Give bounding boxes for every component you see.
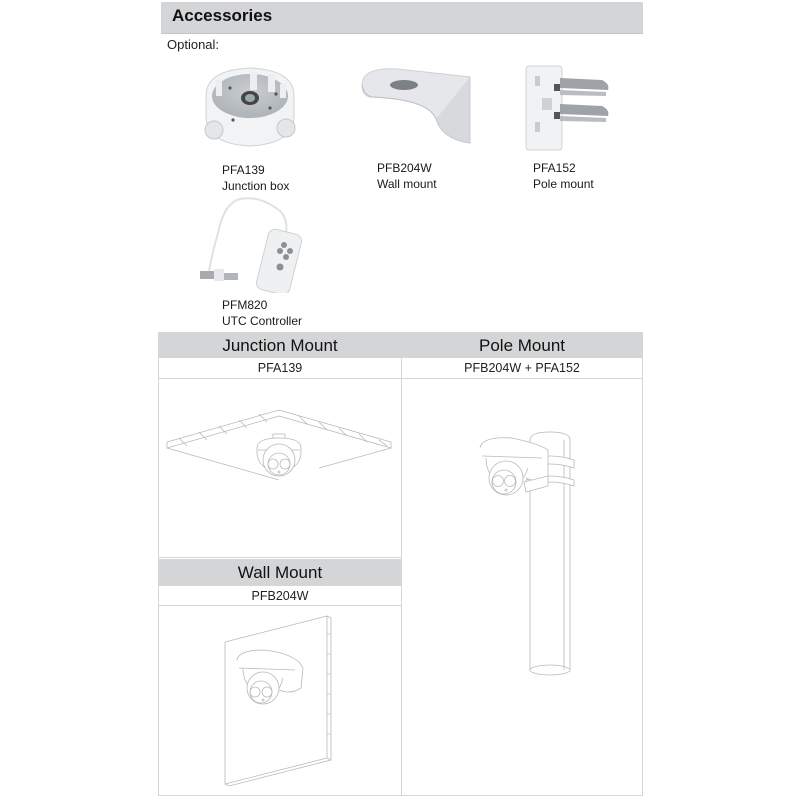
section-title: Accessories xyxy=(172,6,273,25)
wall-mount-bracket-image xyxy=(358,63,478,148)
accessory-model: PFM820 xyxy=(222,298,268,312)
wall-mount-header: Wall Mount xyxy=(159,559,401,586)
wall-mount-diagram xyxy=(159,606,401,796)
utc-controller-image xyxy=(200,193,310,293)
accessory-label-pfb204w xyxy=(377,160,437,192)
pole-mount-part: PFB204W + PFA152 xyxy=(402,358,642,379)
optional-label: Optional: xyxy=(167,37,220,52)
wall-mount-part: PFB204W xyxy=(159,586,401,606)
accessory-model: PFA152 xyxy=(533,161,576,175)
table-row-divider xyxy=(159,557,401,558)
accessory-label-pfa152 xyxy=(533,160,594,192)
accessory-model: PFA139 xyxy=(222,163,265,177)
junction-mount-part: PFA139 xyxy=(159,358,401,379)
accessory-name: Wall mount xyxy=(377,177,437,191)
ceiling-junction-diagram xyxy=(159,380,401,556)
accessory-model: PFB204W xyxy=(377,161,432,175)
accessory-name: UTC Controller xyxy=(222,314,303,328)
pole-mount-header: Pole Mount xyxy=(402,333,642,358)
accessory-label-pfa139 xyxy=(222,162,289,194)
accessory-label-pfm820 xyxy=(222,297,302,329)
pole-mount-diagram xyxy=(402,380,642,796)
accessory-name: Junction box xyxy=(222,179,290,193)
junction-mount-header: Junction Mount xyxy=(159,333,401,358)
pole-mount-image xyxy=(522,64,612,154)
junction-box-image xyxy=(200,58,300,153)
accessory-name: Pole mount xyxy=(533,177,594,191)
